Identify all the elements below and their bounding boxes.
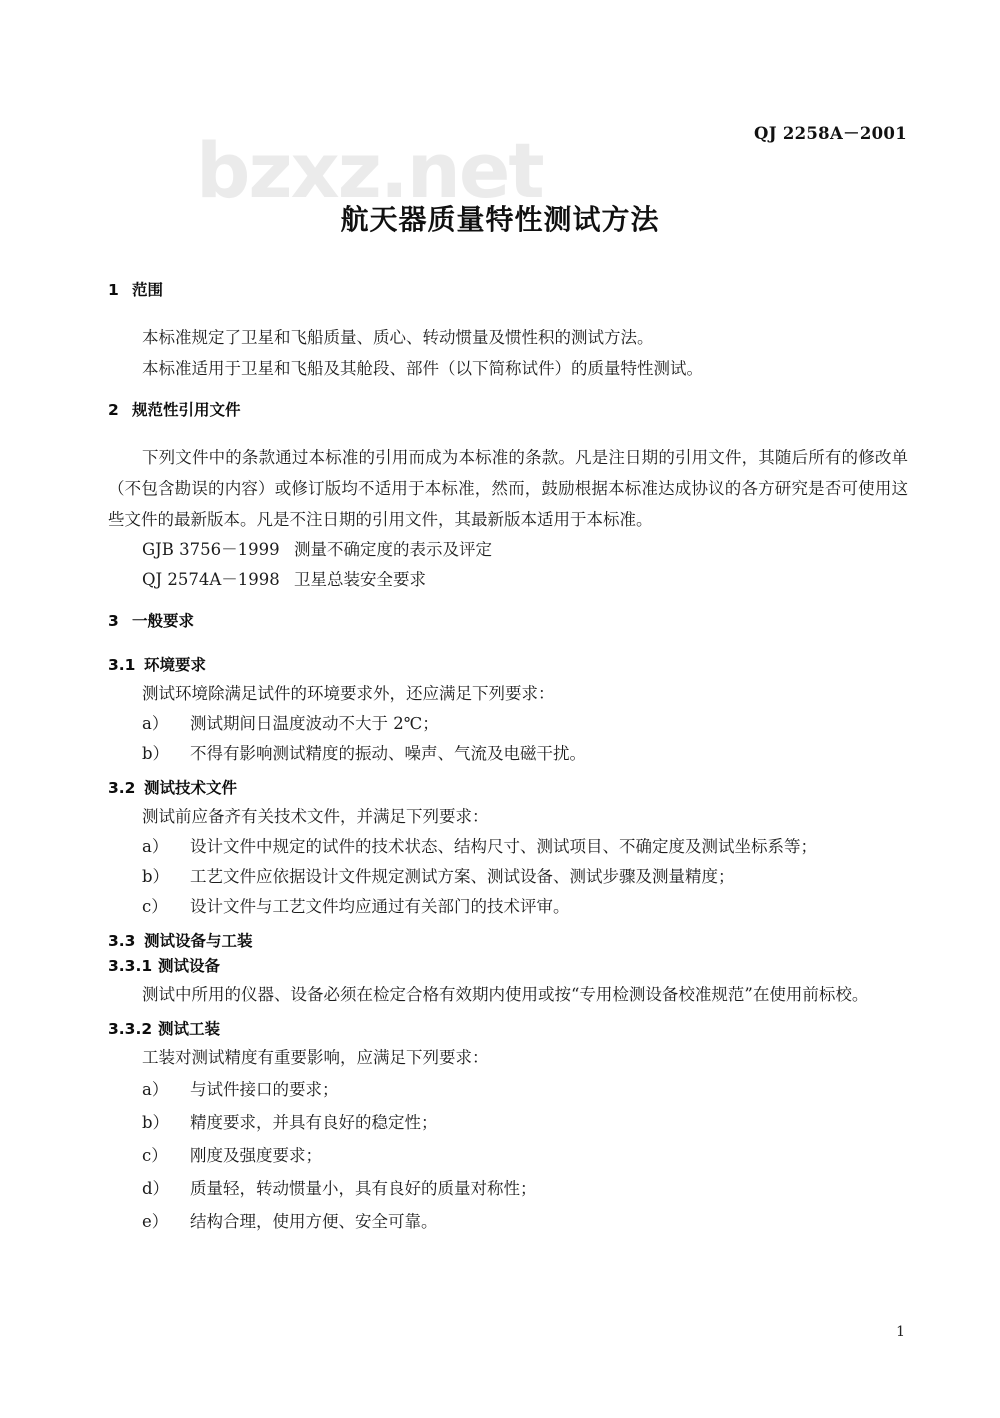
normative-reference-2 bbox=[108, 565, 908, 595]
section-title-3-3: 测试设备与工装 bbox=[144, 932, 253, 950]
section-heading-3-2 bbox=[108, 776, 908, 798]
section-2-paragraph-1: 下列文件中的条款通过本标准的引用而成为本标准的条款。凡是注日期的引用文件，其随后所有的修改单（不包含勘误的内容）或修订版均不适用于本标准，然而，鼓励根据本标准达成协议的各方研究是否可使用这些文件的最新版本。凡是不注日期的引用文件，其最新版本适用于本标准。 bbox=[108, 448, 908, 529]
list-item-text: 测试期间日温度波动不大于 2℃； bbox=[190, 714, 439, 733]
list-item bbox=[108, 1139, 908, 1172]
list-marker: c） bbox=[142, 1146, 168, 1165]
list-item-text: 设计文件与工艺文件均应通过有关部门的技术评审。 bbox=[190, 897, 570, 916]
section-heading-3-3 bbox=[108, 929, 908, 951]
list-item bbox=[108, 1073, 908, 1106]
list-item bbox=[108, 1106, 908, 1139]
section-heading-2 bbox=[108, 398, 908, 420]
section-1-paragraph-1: 本标准规定了卫星和飞船质量、质心、转动惯量及惯性积的测试方法。 bbox=[142, 328, 654, 347]
spacer bbox=[108, 384, 908, 398]
section-title-3-2: 测试技术文件 bbox=[144, 779, 238, 797]
spacer bbox=[108, 300, 908, 322]
section-heading-3-1 bbox=[108, 653, 908, 675]
list-marker: e） bbox=[142, 1212, 169, 1231]
section-3-3-2-lead: 工装对测试精度有重要影响，应满足下列要求： bbox=[142, 1048, 489, 1067]
list-item bbox=[108, 862, 908, 892]
list-item-text: 与试件接口的要求； bbox=[190, 1080, 339, 1099]
standard-number-header: QJ 2258A－2001 bbox=[754, 124, 907, 143]
list-item-text: 不得有影响测试精度的振动、噪声、气流及电磁干扰。 bbox=[190, 744, 586, 763]
list-item-text: 结构合理，使用方便、安全可靠。 bbox=[190, 1212, 438, 1231]
list-item-text: 精度要求，并具有良好的稳定性； bbox=[190, 1113, 438, 1132]
list-item bbox=[108, 1205, 908, 1238]
page-title: 航天器质量特性测试方法 bbox=[340, 203, 660, 236]
list-item bbox=[108, 709, 908, 739]
list-item-text: 工艺文件应依据设计文件规定测试方案、测试设备、测试步骤及测量精度； bbox=[190, 867, 735, 886]
section-heading-3-3-2 bbox=[108, 1017, 908, 1039]
section-title-2: 规范性引用文件 bbox=[132, 401, 241, 419]
list-marker: c） bbox=[142, 897, 168, 916]
list-marker: b） bbox=[142, 1113, 170, 1132]
section-3-2-lead: 测试前应备齐有关技术文件，并满足下列要求： bbox=[142, 807, 489, 826]
list-item-text: 设计文件中规定的试件的技术状态、结构尺寸、测试项目、不确定度及测试坐标系等； bbox=[190, 837, 817, 856]
list-marker: a） bbox=[142, 714, 169, 733]
section-title-3-3-1: 测试设备 bbox=[158, 957, 221, 975]
list-item bbox=[108, 1172, 908, 1205]
reference-title-2: 卫星总装安全要求 bbox=[294, 570, 426, 589]
section-title-1: 范围 bbox=[132, 281, 164, 299]
section-number-3-3-1: 3.3.1 bbox=[108, 957, 153, 975]
section-1-paragraph-2: 本标准适用于卫星和飞船及其舱段、部件（以下简称试件）的质量特性测试。 bbox=[142, 359, 703, 378]
list-marker: b） bbox=[142, 744, 170, 763]
section-heading-3-3-1 bbox=[108, 954, 908, 976]
spacer bbox=[108, 420, 908, 442]
normative-reference-1 bbox=[108, 535, 908, 565]
section-number-1: 1 bbox=[108, 281, 119, 299]
page-number: 1 bbox=[896, 1324, 905, 1340]
document-body bbox=[108, 278, 908, 1238]
section-heading-1 bbox=[108, 278, 908, 300]
watermark-bzxz: bzxz.net bbox=[196, 126, 543, 215]
reference-code-2: QJ 2574A－1998 bbox=[142, 570, 280, 589]
spacer bbox=[108, 1010, 908, 1017]
section-3-1-lead: 测试环境除满足试件的环境要求外，还应满足下列要求： bbox=[142, 684, 555, 703]
section-number-3: 3 bbox=[108, 612, 119, 630]
section-number-3-1: 3.1 bbox=[108, 656, 136, 674]
section-title-3: 一般要求 bbox=[132, 612, 195, 630]
section-heading-3 bbox=[108, 609, 908, 631]
section-title-3-3-2: 测试工装 bbox=[158, 1020, 221, 1038]
list-item-text: 质量轻，转动惯量小，具有良好的质量对称性； bbox=[190, 1179, 537, 1198]
list-item bbox=[108, 832, 908, 862]
section-number-3-3-2: 3.3.2 bbox=[108, 1020, 153, 1038]
section-number-3-2: 3.2 bbox=[108, 779, 136, 797]
section-number-2: 2 bbox=[108, 401, 119, 419]
section-title-3-1: 环境要求 bbox=[144, 656, 207, 674]
reference-code-1: GJB 3756－1999 bbox=[142, 540, 280, 559]
list-marker: b） bbox=[142, 867, 170, 886]
spacer bbox=[108, 922, 908, 929]
list-item bbox=[108, 739, 908, 769]
spacer bbox=[108, 769, 908, 776]
reference-title-1: 测量不确定度的表示及评定 bbox=[294, 540, 492, 559]
section-number-3-3: 3.3 bbox=[108, 932, 136, 950]
spacer bbox=[108, 631, 908, 653]
list-marker: d） bbox=[142, 1179, 170, 1198]
spacer bbox=[108, 595, 908, 609]
list-item bbox=[108, 892, 908, 922]
list-marker: a） bbox=[142, 837, 169, 856]
section-3-3-1-paragraph: 测试中所用的仪器、设备必须在检定合格有效期内使用或按“专用检测设备校准规范”在使用前标校。 bbox=[142, 985, 869, 1004]
list-item-text: 刚度及强度要求； bbox=[190, 1146, 322, 1165]
list-marker: a） bbox=[142, 1080, 169, 1099]
